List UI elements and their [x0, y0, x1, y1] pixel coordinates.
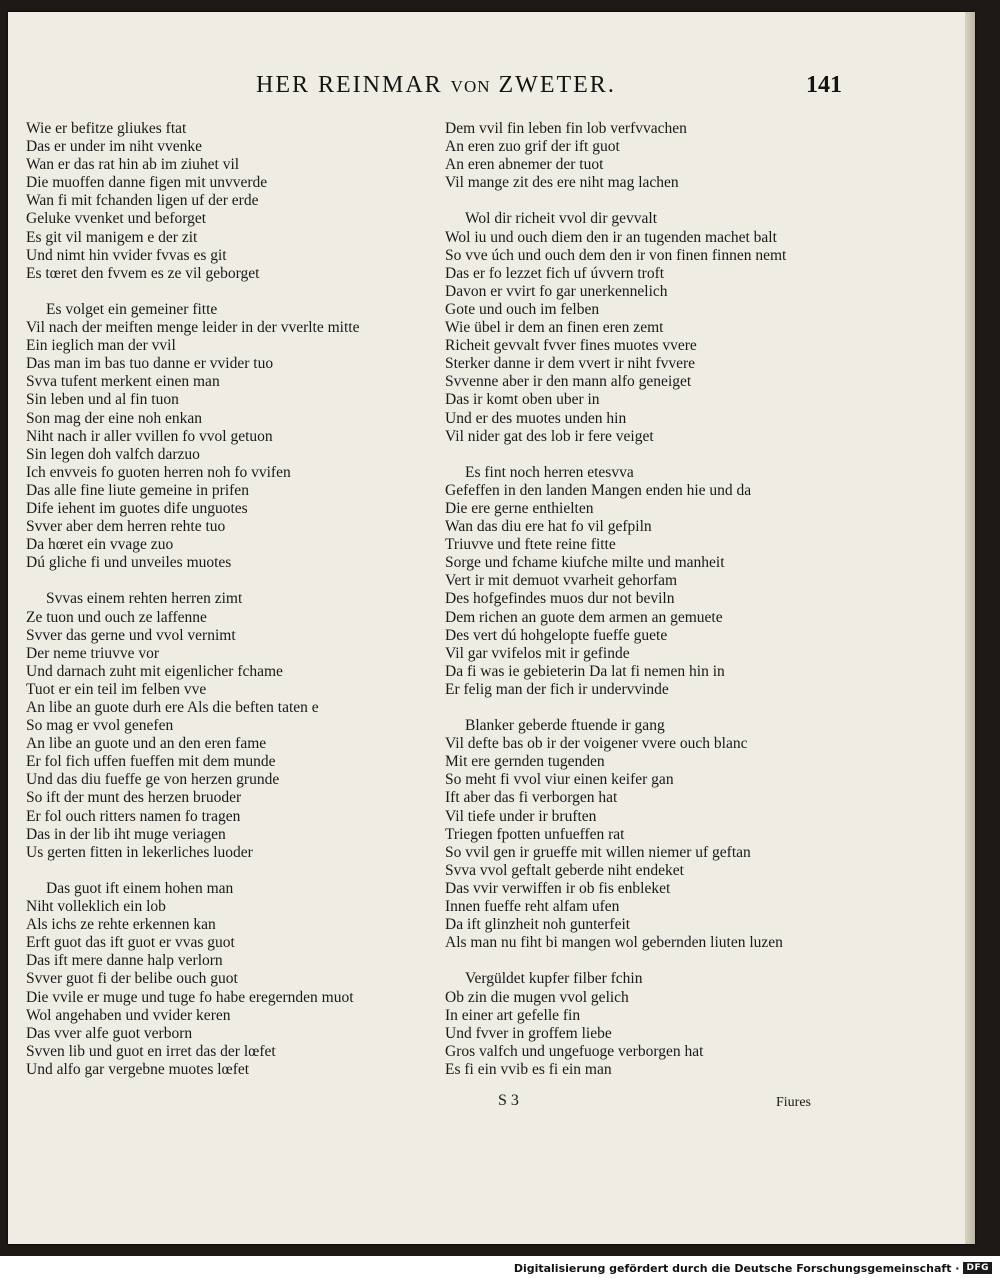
verse-line: Das man im bas tuo danne er vvider tuo	[26, 355, 274, 373]
verse-line: Sin leben und al fin tuon	[26, 391, 179, 409]
signature-mark: S 3	[498, 1092, 519, 1109]
page-footer	[8, 1092, 975, 1118]
verse-line: Niht nach ir aller vvillen fo vvol getuon	[26, 427, 273, 445]
verse-line: Ob zin die mugen vvol gelich	[445, 988, 629, 1006]
verse-line: Die ere gerne enthielten	[445, 499, 594, 517]
stanza	[26, 590, 431, 861]
verse-line: Es fi ein vvib es fi ein man	[445, 1060, 612, 1078]
verse-line: Wol iu und ouch diem den ir an tugenden machet balt	[445, 228, 777, 246]
verse-line: Sterker danne ir dem vvert ir niht fvvere	[445, 355, 696, 373]
verse-line: Sorge und fchame kiufche milte und manheit	[445, 554, 725, 572]
stanza	[26, 880, 431, 1079]
verse-line: Es fint noch herren etesvva	[465, 463, 634, 481]
verse-line: Vil nach der meiften menge leider in der vverlte mitte	[26, 319, 360, 337]
verse-line: Das alle fine liute gemeine in prifen	[26, 481, 249, 499]
verse-line: Svvenne aber ir den mann alfo geneiget	[445, 373, 692, 391]
verse-line: Des hofgefindes muos dur not beviln	[445, 590, 675, 608]
verse-line: Ich envveis fo guoten herren noh fo vvifen	[26, 463, 291, 481]
verse-line: Ein ieglich man der vvil	[26, 337, 176, 355]
running-title	[256, 72, 616, 99]
running-title-main: HER REINMAR	[256, 72, 451, 98]
verse-line: An libe an guote und an den eren fame	[26, 735, 267, 753]
stanza	[26, 120, 431, 283]
verse-line: Richeit gevvalt fvver fines muotes vvere	[445, 337, 697, 355]
verse-line: Triegen fpotten unfueffen rat	[445, 825, 625, 843]
verse-line: Wie übel ir dem an finen eren zemt	[445, 319, 664, 337]
verse-line: Erft guot das ift guot er vvas guot	[26, 934, 235, 952]
verse-line: Vert ir mit demuot vvarheit gehorfam	[445, 572, 678, 590]
verse-line: Er felig man der fich ir undervvinde	[445, 680, 669, 698]
stanza	[445, 970, 945, 1079]
verse-line: Und nimt hin vvider fvvas es git	[26, 246, 227, 264]
verse-line: Da hœret ein vvage zuo	[26, 536, 174, 554]
verse-line: Das er fo lezzet fich uf úvvern troft	[445, 264, 665, 282]
verse-line: Und er des muotes unden hin	[445, 409, 627, 427]
verse-line: Und fvver in groffem liebe	[445, 1024, 612, 1042]
verse-line: Triuvve und ftete reine fitte	[445, 536, 616, 554]
funding-text: Digitalisierung gefördert durch die Deutsche Forschungsgemeinschaft ·	[513, 1261, 960, 1275]
verse-line: Und darnach zuht mit eigenlicher fchame	[26, 662, 283, 680]
verse-line: So vvil gen ir grueffe mit willen niemer uf geftan	[445, 843, 751, 861]
verse-line: Die muoffen danne figen mit unvverde	[26, 174, 268, 192]
verse-line: So meht fi vvol viur einen keifer gan	[445, 771, 674, 789]
verse-line: Svvas einem rehten herren zimt	[46, 590, 243, 608]
book-page	[8, 12, 975, 1244]
verse-line: Blanker geberde ftuende ir gang	[465, 717, 665, 735]
verse-line: Svva vvol geftalt geberde niht endeket	[445, 861, 684, 879]
verse-line: Vil nider gat des lob ir fere veiget	[445, 427, 654, 445]
running-title-von: VON	[450, 77, 491, 96]
verse-line: Als man nu fiht bi mangen wol gebernden liuten luzen	[445, 934, 783, 952]
verse-line: Und das diu fueffe ge von herzen grunde	[26, 771, 280, 789]
verse-line: An libe an guote durh ere Als die beften taten e	[26, 699, 319, 716]
verse-line: Vergüldet kupfer filber fchin	[465, 970, 643, 988]
verse-line: In einer art gefelle fin	[445, 1006, 581, 1024]
verse-line: Son mag der eine noh enkan	[26, 409, 203, 427]
stanza	[445, 120, 945, 192]
verse-line: So ift der munt des herzen bruoder	[26, 789, 242, 807]
verse-line: Das er under im niht vvenke	[26, 138, 203, 156]
verse-line: Und alfo gar vergebne muotes lœfet	[26, 1060, 250, 1078]
verse-line: Die vvile er muge und tuge fo habe eregernden muot	[26, 988, 354, 1006]
page-header	[8, 72, 975, 112]
verse-line: Vil mange zit des ere niht mag lachen	[445, 174, 679, 192]
verse-line: Wan das diu ere hat fo vil gefpiln	[445, 518, 652, 536]
verse-line: Das in der lib iht muge veriagen	[26, 825, 226, 843]
verse-line: Dem richen an guote dem armen an gemuete	[445, 608, 723, 626]
verse-line: Innen fueffe reht alfam ufen	[445, 898, 620, 916]
verse-line: Dú gliche fi und unveiles muotes	[26, 554, 232, 572]
verse-line: Es git vil manigem e der zit	[26, 228, 198, 246]
verse-line: Tuot er ein teil im felben vve	[26, 680, 207, 698]
verse-line: Gote und ouch im felben	[445, 300, 600, 318]
verse-line: Das guot ift einem hohen man	[46, 879, 234, 897]
stanza	[26, 301, 431, 572]
verse-line: Es tœret den fvvem es ze vil geborget	[26, 264, 260, 282]
verse-line: Das vver alfe guot verborn	[26, 1024, 193, 1042]
verse-line: Es volget ein gemeiner fitte	[46, 300, 218, 318]
running-title-end: ZWETER.	[490, 72, 616, 98]
verse-line: Mit ere gernden tugenden	[445, 753, 605, 771]
verse-line: Wol dir richeit vvol dir gevvalt	[465, 210, 658, 228]
verse-line: Da fi was ie gebieterin Da lat fi nemen hin in	[445, 662, 725, 680]
verse-line: Svva tufent merkent einen man	[26, 373, 220, 391]
verse-line: Vil gar vvifelos mit ir gefinde	[445, 644, 630, 662]
verse-line: Dife iehent im guotes dife unguotes	[26, 499, 248, 517]
verse-line: Wan er das rat hin ab im ziuhet vil	[26, 156, 240, 174]
verse-line: Svven lib und guot en irret das der lœfet	[26, 1042, 276, 1060]
page-edge	[965, 12, 975, 1244]
verse-line: Us gerten fitten in lekerliches luoder	[26, 843, 253, 861]
funding-notice	[514, 1261, 992, 1275]
verse-line: Wie er befitze gliukes ftat	[26, 120, 187, 137]
right-column	[445, 120, 945, 1097]
verse-line: Das vvir verwiffen ir ob fis enbleket	[445, 879, 671, 897]
verse-line: Svver aber dem herren rehte tuo	[26, 518, 226, 536]
verse-line: Ze tuon und ouch ze laffenne	[26, 608, 207, 626]
verse-line: Ift aber das fi verborgen hat	[445, 789, 618, 807]
stanza	[445, 717, 945, 952]
verse-line: Er fol fich uffen fueffen mit dem munde	[26, 753, 276, 771]
page-number: 141	[806, 72, 842, 98]
verse-line: Geluke vvenket und beforget	[26, 210, 207, 228]
catchword: Fiures	[776, 1095, 811, 1110]
verse-line: Davon er vvirt fo gar unerkennelich	[445, 282, 668, 300]
verse-line: So vve úch und ouch dem den ir von finen finnen nemt	[445, 246, 787, 264]
verse-line: Niht volleklich ein lob	[26, 898, 166, 916]
verse-line: So mag er vvol genefen	[26, 717, 174, 735]
verse-line: Gefeffen in den landen Mangen enden hie und da	[445, 481, 752, 499]
stanza	[445, 464, 945, 699]
verse-line: Wan fi mit fchanden ligen uf der erde	[26, 192, 259, 210]
verse-line: An eren zuo grif der ift guot	[445, 138, 620, 156]
verse-line: Svver das gerne und vvol vernimt	[26, 626, 236, 644]
verse-line: Da ift glinzheit noh gunterfeit	[445, 916, 631, 934]
verse-line: Das ir komt oben uber in	[445, 391, 600, 409]
verse-line: Der neme triuvve vor	[26, 644, 159, 662]
verse-line: Svver guot fi der belibe ouch guot	[26, 970, 238, 988]
verse-line: Er fol ouch ritters namen fo tragen	[26, 807, 241, 825]
verse-line: Dem vvil fin leben fin lob verfvvachen	[445, 120, 687, 137]
verse-line: An eren abnemer der tuot	[445, 156, 604, 174]
verse-line: Wol angehaben und vvider keren	[26, 1006, 231, 1024]
dfg-logo: DFG	[963, 1262, 992, 1274]
stanza	[445, 210, 945, 445]
verse-line: Das ift mere danne halp verlorn	[26, 952, 223, 970]
verse-line: Gros valfch und ungefuoge verborgen hat	[445, 1042, 704, 1060]
verse-line: Vil defte bas ob ir der voigener vvere ouch blanc	[445, 735, 748, 753]
verse-line: Vil tiefe under ir bruften	[445, 807, 597, 825]
verse-line: Sin legen doh valfch darzuo	[26, 445, 200, 463]
left-column	[26, 120, 431, 1097]
verse-line: Des vert dú hohgelopte fueffe guete	[445, 626, 668, 644]
verse-line: Als ichs ze rehte erkennen kan	[26, 916, 216, 934]
